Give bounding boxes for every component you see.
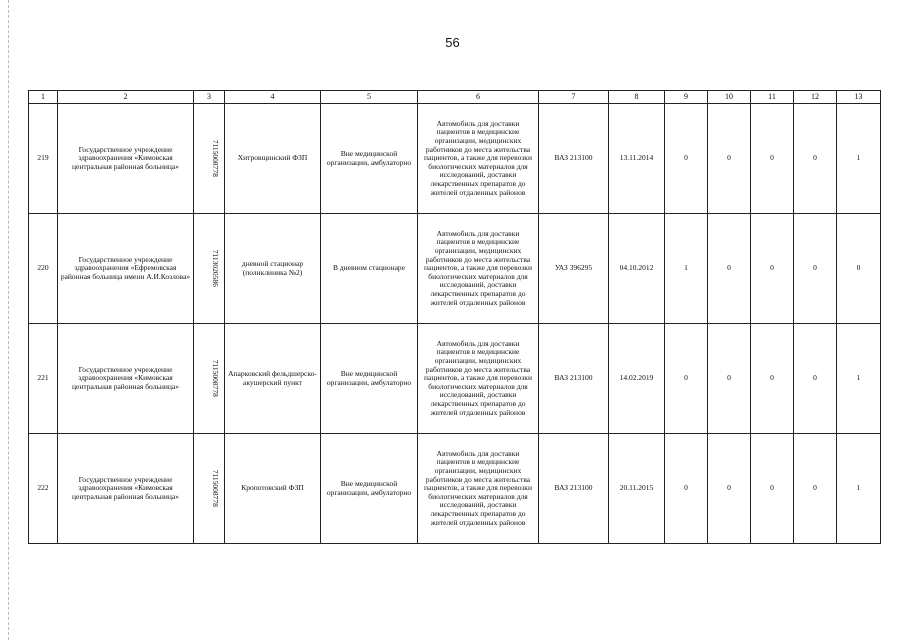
vehicle-purpose: Автомобиль для доставки пациентов в медицинские организации, медицинских работников до места жительства пациентов, а также для перевозки биологических материалов для исследований, доставки лекарственных препаратов до жителей отдаленных районов <box>418 104 539 214</box>
value-cell: 0 <box>751 434 794 544</box>
header-cell: 11 <box>751 91 794 104</box>
row-number: 220 <box>29 214 58 324</box>
column-number-row <box>29 91 881 104</box>
unit-name: Кропотовский ФЗП <box>225 434 321 544</box>
header-cell: 1 <box>29 91 58 104</box>
header-cell: 7 <box>539 91 609 104</box>
value-cell: 1 <box>837 434 881 544</box>
vehicle-purpose: Автомобиль для доставки пациентов в медицинские организации, медицинских работников до места жительства пациентов, а также для перевозки биологических материалов для исследований, доставки лекарственных препаратов до жителей отдаленных районов <box>418 214 539 324</box>
vehicle-model: УАЗ 396295 <box>539 214 609 324</box>
table-row <box>29 434 881 544</box>
value-cell: 0 <box>665 434 708 544</box>
inn-cell <box>194 324 225 434</box>
value-cell: 1 <box>837 104 881 214</box>
inn-cell <box>194 214 225 324</box>
organization-name: Государственное учреждение здравоохранения «Ефремовская районная больница имени А.И.Козлова» <box>58 214 194 324</box>
value-cell: 0 <box>751 104 794 214</box>
value-cell: 0 <box>794 214 837 324</box>
organization-name: Государственное учреждение здравоохранения «Кимовская центральная районная больница» <box>58 324 194 434</box>
care-conditions: Вне медицинской организации, амбулаторно <box>321 434 418 544</box>
value-cell: 0 <box>708 324 751 434</box>
care-conditions: Вне медицинской организации, амбулаторно <box>321 324 418 434</box>
header-cell: 13 <box>837 91 881 104</box>
inn-cell <box>194 104 225 214</box>
header-cell: 10 <box>708 91 751 104</box>
table-row <box>29 214 881 324</box>
care-conditions: Вне медицинской организации, амбулаторно <box>321 104 418 214</box>
value-cell: 0 <box>708 214 751 324</box>
header-cell: 5 <box>321 91 418 104</box>
value-cell: 0 <box>794 324 837 434</box>
header-cell: 9 <box>665 91 708 104</box>
vehicle-model: ВАЗ 213100 <box>539 104 609 214</box>
header-cell: 3 <box>194 91 225 104</box>
row-number: 221 <box>29 324 58 434</box>
date-cell: 13.11.2014 <box>609 104 665 214</box>
value-cell: 0 <box>751 324 794 434</box>
vehicle-purpose: Автомобиль для доставки пациентов в медицинские организации, медицинских работников до места жительства пациентов, а также для перевозки биологических материалов для исследований, доставки лекарственных препаратов до жителей отдаленных районов <box>418 434 539 544</box>
inn-value: 7115008778 <box>210 469 220 508</box>
row-number: 219 <box>29 104 58 214</box>
value-cell: 0 <box>794 434 837 544</box>
value-cell: 1 <box>837 324 881 434</box>
value-cell: 0 <box>794 104 837 214</box>
vehicle-register-table <box>28 90 881 544</box>
inn-value: 7115008778 <box>210 139 220 178</box>
value-cell: 0 <box>837 214 881 324</box>
value-cell: 0 <box>708 434 751 544</box>
vehicle-purpose: Автомобиль для доставки пациентов в медицинские организации, медицинских работников до места жительства пациентов, а также для перевозки биологических материалов для исследований, доставки лекарственных препаратов до жителей отдаленных районов <box>418 324 539 434</box>
page-number: 56 <box>445 35 460 50</box>
left-margin-dashes <box>8 0 9 640</box>
value-cell: 0 <box>708 104 751 214</box>
value-cell: 0 <box>751 214 794 324</box>
inn-value: 7115008778 <box>210 359 220 398</box>
organization-name: Государственное учреждение здравоохранения «Кимовская центральная районная больница» <box>58 434 194 544</box>
header-cell: 2 <box>58 91 194 104</box>
value-cell: 0 <box>665 104 708 214</box>
inn-value: 7113020586 <box>210 249 220 288</box>
header-cell: 12 <box>794 91 837 104</box>
header-cell: 4 <box>225 91 321 104</box>
organization-name: Государственное учреждение здравоохранения «Кимовская центральная районная больница» <box>58 104 194 214</box>
row-number: 222 <box>29 434 58 544</box>
vehicle-model: ВАЗ 213100 <box>539 324 609 434</box>
unit-name: Апарковский фельдшерско-акушерский пункт <box>225 324 321 434</box>
vehicle-model: ВАЗ 213100 <box>539 434 609 544</box>
header-cell: 6 <box>418 91 539 104</box>
inn-cell <box>194 434 225 544</box>
date-cell: 04.10.2012 <box>609 214 665 324</box>
date-cell: 14.02.2019 <box>609 324 665 434</box>
unit-name: Хитровщинский ФЗП <box>225 104 321 214</box>
value-cell: 0 <box>665 324 708 434</box>
date-cell: 20.11.2015 <box>609 434 665 544</box>
unit-name: дневной стационар (поликлиника №2) <box>225 214 321 324</box>
header-cell: 8 <box>609 91 665 104</box>
care-conditions: В дневном стационаре <box>321 214 418 324</box>
value-cell: 1 <box>665 214 708 324</box>
table-row <box>29 324 881 434</box>
table-row <box>29 104 881 214</box>
